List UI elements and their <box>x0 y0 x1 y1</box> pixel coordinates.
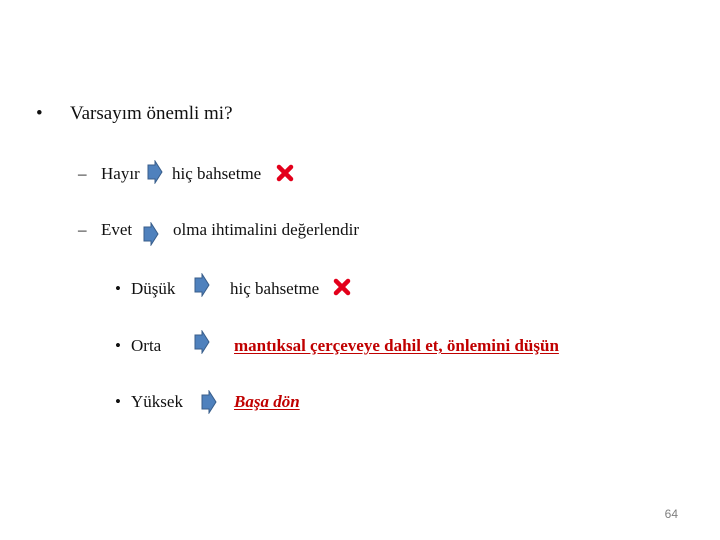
medium-result: mantıksal çerçeveye dahil et, önlemini düşün <box>234 336 559 355</box>
high-result: Başa dön <box>234 392 300 411</box>
yes-label: Evet <box>101 220 133 239</box>
high-bullet: • <box>115 392 121 411</box>
low-result: hiç bahsetme <box>230 279 320 298</box>
yes-dash: – <box>78 220 87 239</box>
no-label: Hayır <box>101 164 140 183</box>
question-text: Varsayım önemli mi? <box>70 103 233 124</box>
right-arrow-icon <box>194 273 210 297</box>
yes-result: olma ihtimalini değerlendir <box>173 220 360 239</box>
medium-label: Orta <box>131 336 162 355</box>
low-bullet: • <box>115 279 121 298</box>
right-arrow-icon <box>194 330 210 354</box>
no-dash: – <box>78 164 87 183</box>
right-arrow-icon <box>201 390 217 414</box>
high-label: Yüksek <box>131 392 183 411</box>
question-bullet: • <box>36 103 43 124</box>
medium-bullet: • <box>115 336 121 355</box>
x-mark-icon <box>333 278 351 296</box>
no-result: hiç bahsetme <box>172 164 262 183</box>
page-number: 64 <box>664 507 678 521</box>
low-label: Düşük <box>131 279 176 298</box>
right-arrow-icon <box>147 160 163 184</box>
right-arrow-icon <box>143 222 159 246</box>
x-mark-icon <box>276 164 294 182</box>
